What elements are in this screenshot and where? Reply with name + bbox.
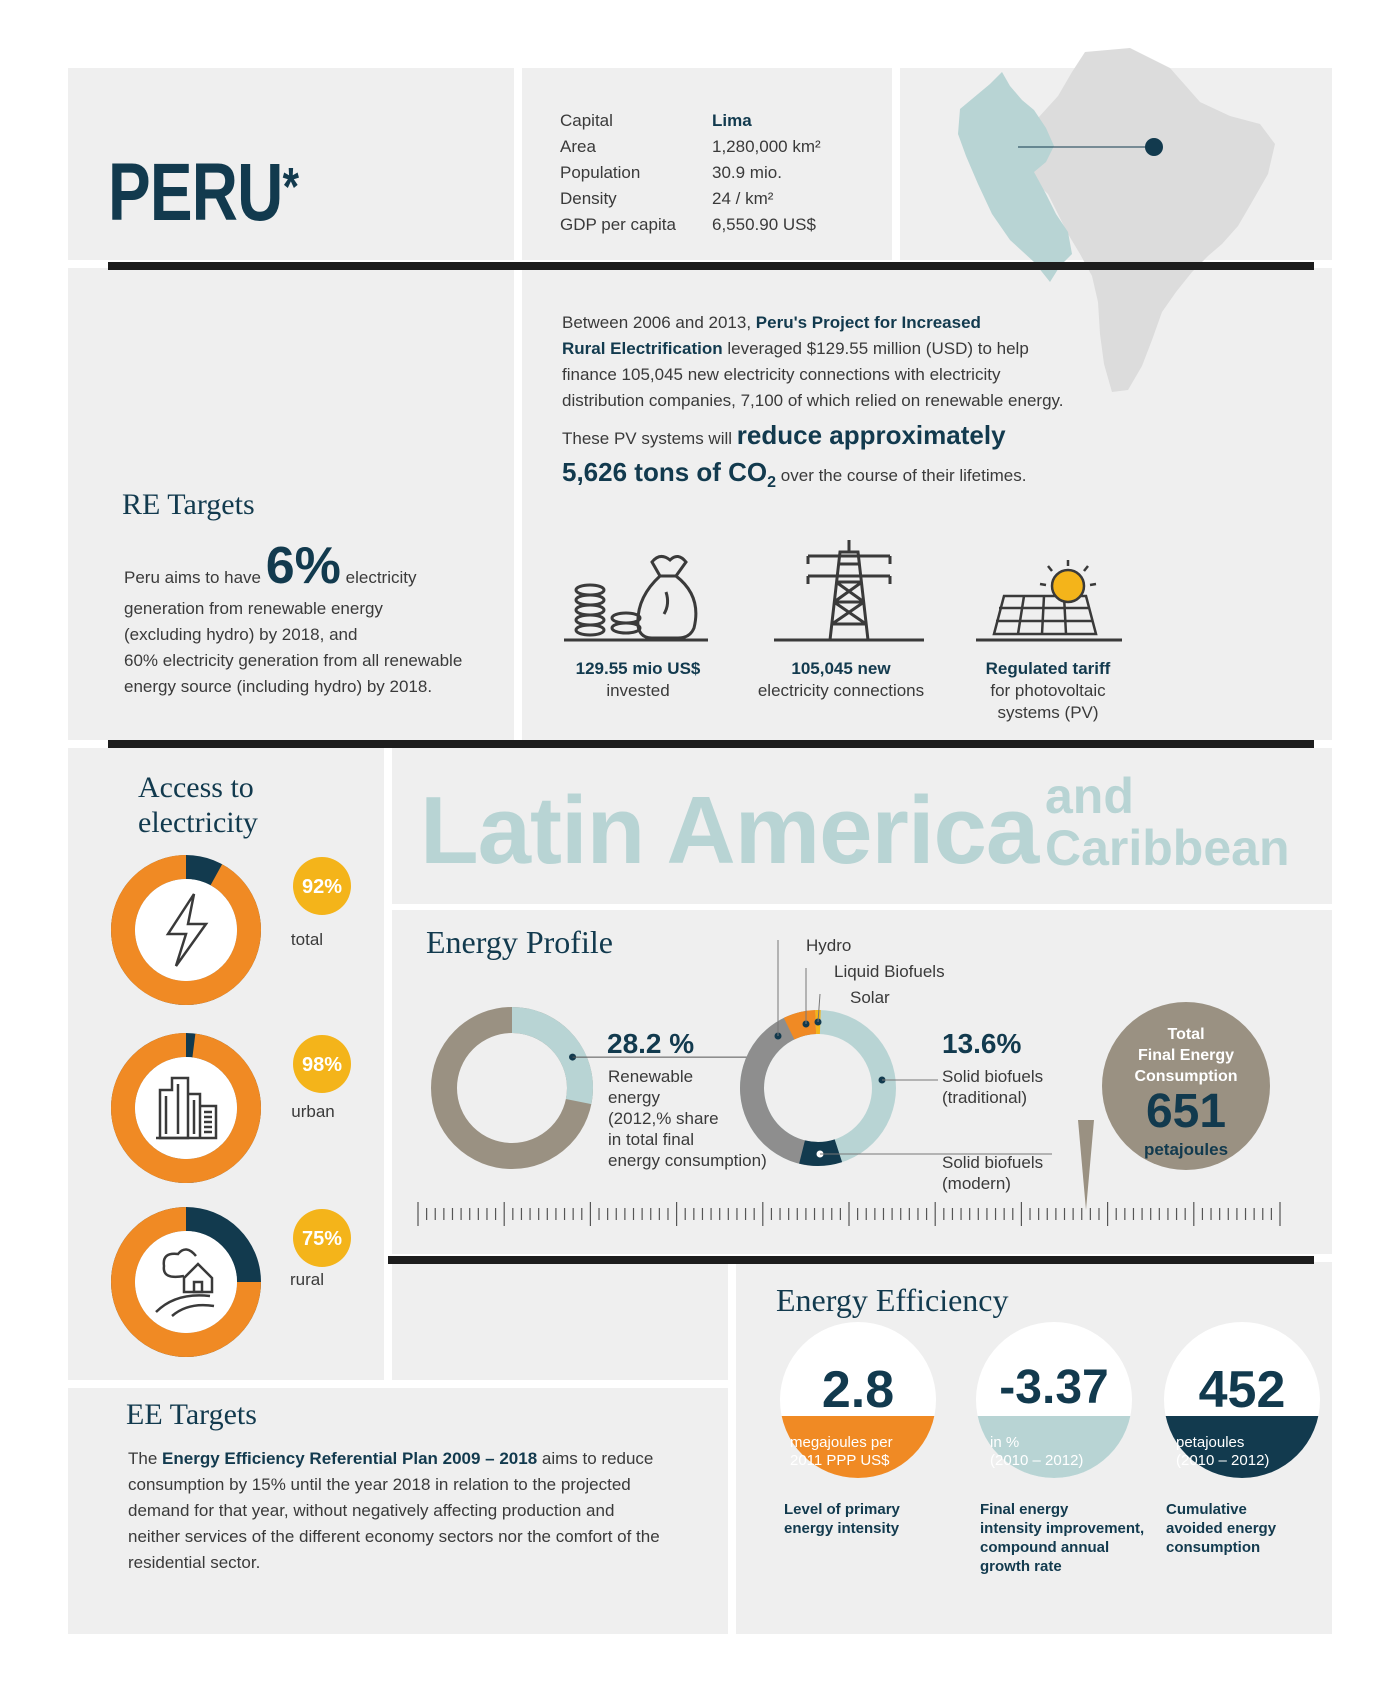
tfec-value: 651 <box>1145 1085 1227 1138</box>
ee-unit-line: (2010 – 2012) <box>1176 1452 1270 1469</box>
fact-value: 24 / km² <box>712 189 774 208</box>
renewable-desc-line: in total final <box>608 1130 694 1149</box>
renewable-desc-line: (2012,% share <box>608 1109 719 1128</box>
re-text: generation from renewable energy <box>124 599 383 618</box>
ee-desc-intensity <box>784 1500 900 1538</box>
ee-unit-line: 2011 PPP US$ <box>790 1452 890 1469</box>
ee-desc-line: intensity improvement, <box>980 1520 1145 1537</box>
stat-tariff-value: Regulated tariff <box>985 659 1111 678</box>
access-rural-label: rural <box>289 1270 324 1289</box>
solid-modern-line: Solid biofuels <box>942 1153 1044 1172</box>
fact-value: Lima <box>712 111 752 130</box>
solid-modern-line: (modern) <box>942 1174 1011 1193</box>
region-and: and <box>1045 768 1134 824</box>
ee-text: consumption by 15% until the year 2018 in relation to the projected <box>128 1475 631 1494</box>
ee-unit-line: (2010 – 2012) <box>990 1452 1084 1469</box>
pct-badge-text: 75% <box>301 1228 343 1250</box>
access-title-line: electricity <box>138 806 258 839</box>
panel-filler <box>392 1262 728 1380</box>
money-bag-icon <box>560 548 710 644</box>
facts-table <box>560 108 821 238</box>
slice-liquid-biofuels <box>789 1022 816 1029</box>
donut-inner <box>135 879 237 981</box>
fact-label: Density <box>560 189 617 208</box>
stat-connections-value: 105,045 new <box>791 659 891 678</box>
re-targets-text <box>124 537 504 700</box>
energy-profile-title: Energy Profile <box>426 924 613 960</box>
location-dot <box>1145 138 1163 156</box>
divider-lower <box>388 1256 1314 1264</box>
solid-modern-desc <box>942 1152 1043 1194</box>
divider-middle <box>108 740 1314 748</box>
stat-invested-label: invested <box>606 681 670 700</box>
tfec-title <box>1106 1024 1266 1087</box>
energy-efficiency-title: Energy Efficiency <box>776 1282 1009 1318</box>
re-text: Peru aims to have <box>124 568 266 587</box>
sun-icon <box>1052 570 1084 602</box>
co2-amount-text: 5,626 tons of CO <box>562 457 768 487</box>
ee-text: demand for that year, without negatively affecting production and <box>128 1501 615 1520</box>
tfec-title-line: Total <box>1167 1026 1205 1043</box>
ee-unit-line: petajoules <box>1176 1434 1245 1451</box>
fact-label: Area <box>560 137 596 156</box>
access-donut-total <box>123 857 351 993</box>
re-targets-title: RE Targets <box>122 488 255 521</box>
solid-trad-desc <box>942 1066 1043 1108</box>
ee-desc-line: avoided energy <box>1166 1520 1277 1537</box>
project-text: Between 2006 and 2013, <box>562 313 756 332</box>
ee-unit-line: megajoules per <box>790 1434 893 1451</box>
solid-trad-line: (traditional) <box>942 1088 1028 1107</box>
co2-text: These PV systems will <box>562 429 737 448</box>
tfec-pin-tail <box>1078 1120 1094 1210</box>
solid-trad-line: Solid biofuels <box>942 1067 1044 1086</box>
access-title-line: Access to <box>138 771 254 804</box>
fact-value: 30.9 mio. <box>712 163 782 182</box>
region-subtitle <box>1045 770 1290 874</box>
region-caribbean: Caribbean <box>1045 820 1290 876</box>
co2-subscript: 2 <box>767 474 777 492</box>
pct-badge-text: 92% <box>301 876 343 898</box>
ee-text: aims to reduce <box>537 1449 654 1468</box>
stat-tariff-label: for photovoltaic <box>990 681 1106 700</box>
ee-desc-line: Final energy <box>980 1501 1069 1518</box>
stat-tariff-label: systems (PV) <box>997 703 1099 722</box>
ee-value-avoided: 452 <box>1198 1361 1286 1419</box>
ee-text: neither services of the different economy sectors nor the comfort of the <box>128 1527 660 1546</box>
ee-unit-improvement <box>990 1434 1083 1470</box>
re-text: (excluding hydro) by 2018, and <box>124 625 358 644</box>
label-solar: Solar <box>850 988 890 1007</box>
ee-desc-line: consumption <box>1166 1539 1261 1556</box>
co2-text: over the course of their lifetimes. <box>776 466 1027 485</box>
ee-plan-name: Energy Efficiency Referential Plan 2009 – 2018 <box>162 1449 538 1468</box>
stat-invested <box>550 658 726 702</box>
project-name-cont: Rural Electrification <box>562 339 723 358</box>
ee-unit-line: in % <box>990 1434 1020 1451</box>
slice-renewable <box>512 1020 580 1102</box>
ee-value-improvement: -3.37 <box>999 1361 1109 1414</box>
country-asterisk: * <box>282 157 299 217</box>
access-total-label: total <box>290 930 324 949</box>
re-text: 60% electricity generation from all renewable <box>124 651 463 670</box>
re-text: electricity <box>340 568 417 587</box>
ee-targets-title: EE Targets <box>126 1398 257 1431</box>
ee-desc-improvement <box>980 1500 1144 1576</box>
renewable-desc-line: energy consumption) <box>608 1151 767 1170</box>
ee-desc-line: energy intensity <box>784 1520 900 1537</box>
re-target-highlight: 6% <box>265 537 341 595</box>
ee-desc-line: Level of primary <box>784 1501 900 1518</box>
country-title <box>108 147 299 238</box>
stat-tariff <box>958 658 1138 724</box>
stat-connections <box>740 658 942 702</box>
fact-label: Capital <box>560 111 613 130</box>
project-description <box>562 310 1262 414</box>
ee-unit-intensity <box>790 1434 893 1470</box>
fact-row <box>560 186 821 212</box>
fact-value: 1,280,000 km² <box>712 137 821 156</box>
project-text: leveraged $129.55 million (USD) to help <box>722 339 1029 358</box>
access-urban-label: urban <box>291 1102 335 1121</box>
fact-row <box>560 212 821 238</box>
fact-row <box>560 108 821 134</box>
divider-top <box>108 262 1314 270</box>
renewable-desc-line: energy <box>608 1088 660 1107</box>
power-tower-icon <box>774 536 924 644</box>
donut-inner <box>135 1231 237 1333</box>
fact-label: GDP per capita <box>560 215 676 234</box>
access-title <box>138 770 258 840</box>
region-title: Latin America <box>420 777 1039 884</box>
renewable-desc-line: Renewable <box>608 1067 694 1086</box>
donut-inner <box>135 1057 237 1159</box>
ee-text: residential sector. <box>128 1553 261 1572</box>
co2-highlight: reduce approximately <box>736 420 1006 450</box>
ee-unit-avoided <box>1176 1434 1269 1470</box>
fact-row <box>560 134 821 160</box>
ee-text: The <box>128 1449 163 1468</box>
project-text: finance 105,045 new electricity connections with electricity <box>562 365 1001 384</box>
renewable-pct: 28.2 % <box>607 1028 695 1059</box>
scale-ruler <box>418 1202 1280 1226</box>
stat-connections-label: electricity connections <box>757 681 925 700</box>
ee-desc-avoided <box>1166 1500 1276 1557</box>
ee-value-intensity: 2.8 <box>821 1361 895 1419</box>
label-hydro: Hydro <box>806 936 852 955</box>
ee-targets-text <box>128 1446 718 1576</box>
solar-panel-icon <box>974 556 1124 646</box>
ee-desc-line: Cumulative <box>1166 1501 1247 1518</box>
fact-row <box>560 160 821 186</box>
solid-trad-pct: 13.6% <box>942 1028 1022 1059</box>
ee-desc-line: compound annual <box>980 1539 1110 1556</box>
label-liquid-biofuels: Liquid Biofuels <box>834 962 945 981</box>
fact-value: 6,550.90 US$ <box>712 215 816 234</box>
tfec-title-line: Final Energy <box>1137 1047 1235 1064</box>
project-text: distribution companies, 7,100 of which relied on renewable energy. <box>562 391 1064 410</box>
country-name: PERU <box>108 147 283 238</box>
project-name: Peru's Project for Increased <box>755 313 981 332</box>
fact-label: Population <box>560 163 641 182</box>
tfec-title-line: Consumption <box>1134 1068 1238 1085</box>
re-text: energy source (including hydro) by 2018. <box>124 677 433 696</box>
tfec-unit: petajoules <box>1143 1140 1229 1159</box>
project-co2 <box>562 418 1322 499</box>
renewable-desc <box>608 1066 767 1171</box>
co2-amount <box>562 457 777 492</box>
ee-desc-line: growth rate <box>980 1558 1062 1575</box>
pct-badge-text: 98% <box>301 1054 343 1076</box>
stat-invested-value: 129.55 mio US$ <box>575 659 701 678</box>
